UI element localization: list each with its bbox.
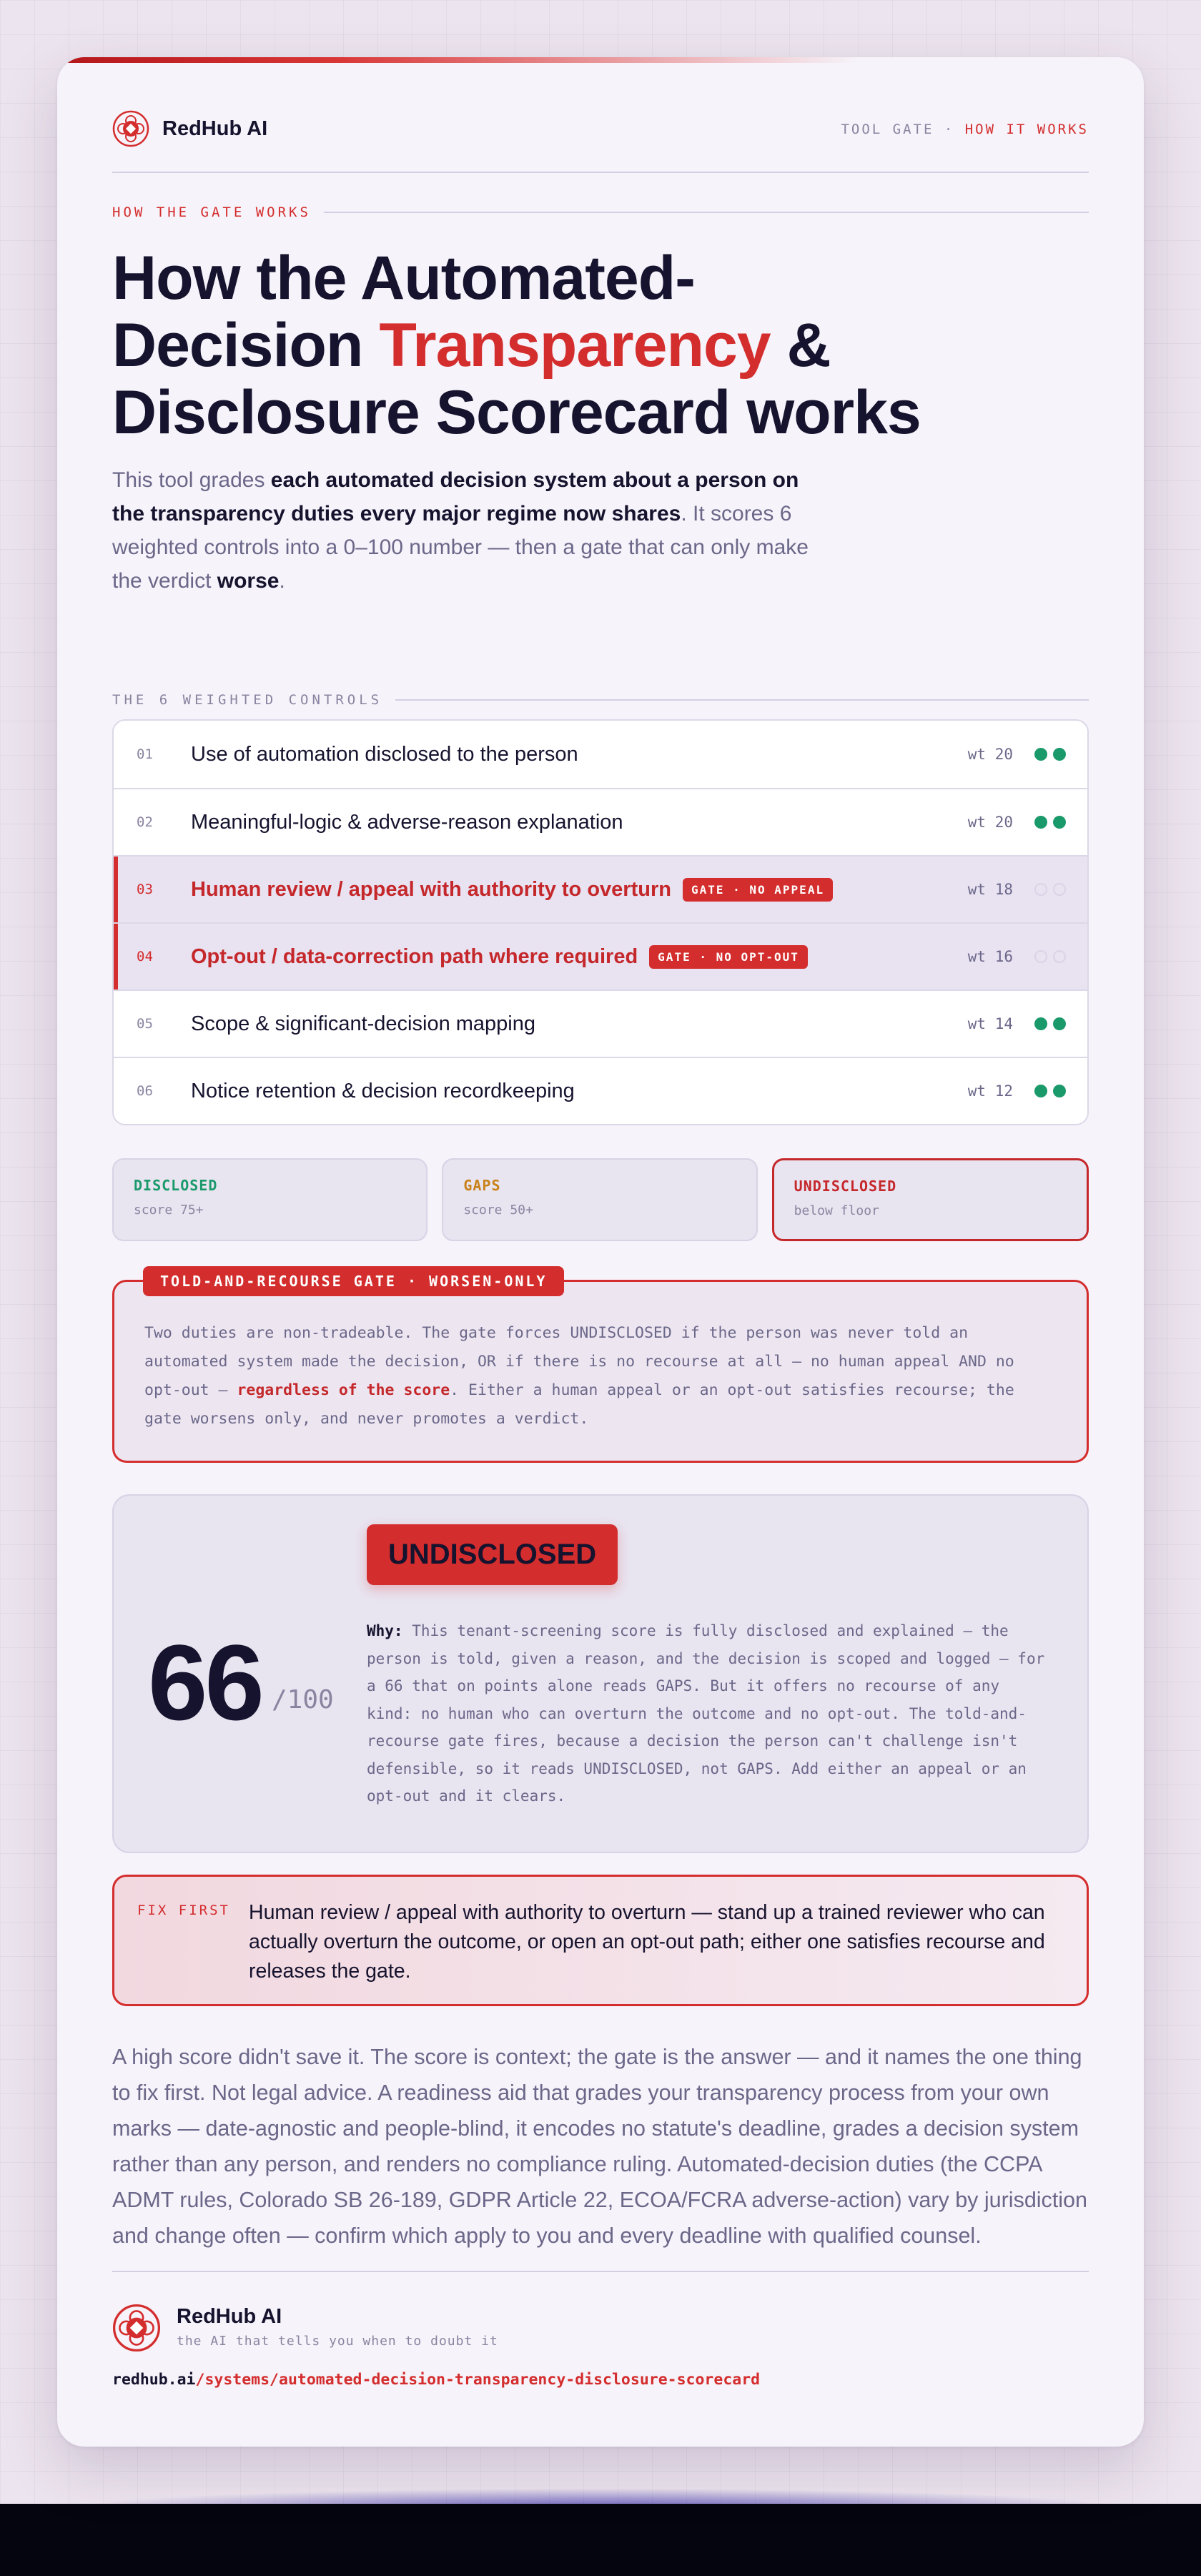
fix-first-text: Human review / appeal with authority to overturn — stand up a trained reviewer who can actually overturn the outcome, or open an opt-out path; either one satisfies recourse and releases the gate. — [249, 1901, 1045, 1983]
status-dot-met — [1053, 1085, 1066, 1097]
gate-tag: TOLD-AND-RECOURSE GATE · WORSEN-ONLY — [143, 1266, 564, 1296]
control-number: 01 — [137, 746, 153, 762]
gate-explainer — [112, 1273, 1089, 1463]
title-accent: Transparency — [379, 311, 771, 380]
tier-threshold: score 75+ — [134, 1203, 204, 1218]
gate-text-2: . Either a human appeal or an opt-out satisfies recourse; the gate worsens only, and never promotes a verdict. — [144, 1381, 1014, 1428]
disclaimer: A high score didn't save it. The score is context; the gate is the answer — and it names the one thing to fix first. Not legal advice. A readiness aid that grades your transparency process from your own marks — date-agnostic and people-blind, it encodes no statute's deadline, grades a decision system rather than any person, and renders no compliance ruling. Automated-decision duties (the CCPA ADMT rules, Colorado SB 26-189, GDPR Article 22, ECOA/FCRA adverse-action) vary by jurisdiction and change often — confirm which apply to you and every deadline with qualified counsel. — [112, 2045, 1087, 2248]
control-label — [191, 811, 623, 834]
control-number: 06 — [137, 1083, 153, 1099]
verdict-explanation — [367, 1617, 1052, 1810]
lede-bold-1: each automated decision system about a person on the transparency duties every major regime now shares — [112, 468, 799, 525]
control-weight: wt 20 — [967, 814, 1013, 831]
eyebrow — [112, 204, 1089, 220]
control-status — [1034, 748, 1066, 761]
control-label — [191, 1012, 535, 1036]
why-label: Why: — [367, 1622, 403, 1639]
footer-logo-icon[interactable] — [112, 2304, 161, 2352]
tier-undisclosed — [772, 1158, 1089, 1241]
status-dot-met — [1034, 816, 1047, 829]
control-label — [191, 878, 833, 902]
breadcrumb-root[interactable]: TOOL GATE — [841, 122, 934, 137]
breadcrumb-separator: · — [934, 122, 965, 137]
header-divider — [112, 172, 1089, 173]
control-number: 05 — [137, 1016, 153, 1032]
control-status — [1034, 883, 1066, 896]
page-title — [112, 245, 1042, 446]
status-dot-unmet — [1034, 883, 1047, 896]
control-row[interactable] — [114, 990, 1087, 1057]
footer-divider — [112, 2271, 1089, 2272]
score-denominator: /100 — [272, 1685, 334, 1714]
control-label-text: Notice retention & decision recordkeeping — [191, 1079, 575, 1102]
control-label-text: Meaningful-logic & adverse-reason explanation — [191, 810, 623, 834]
fix-first-callout — [112, 1875, 1089, 2006]
control-row[interactable] — [114, 721, 1087, 788]
gate-badge-no-opt-out: GATE · NO OPT-OUT — [649, 945, 808, 969]
status-dot-unmet — [1053, 950, 1066, 963]
breadcrumb-current: HOW IT WORKS — [964, 122, 1089, 137]
why-text: This tenant-screening score is fully disclosed and explained — the person is told, given a reason, and the decision is scoped and logged — for a 66 that on points alone reads GAPS. But it offers no recourse of any kind: no human who can overturn the outcome and no opt-out. The told-and-recourse gate fires, because a decision the person can't challenge isn't defensible, so it reads UNDISCLOSED, not GAPS. Add either an appeal or an opt-out and it clears. — [367, 1622, 1045, 1805]
control-status — [1034, 1017, 1066, 1030]
footer-brand[interactable]: RedHub AI — [177, 2305, 282, 2328]
control-weight: wt 16 — [967, 948, 1013, 965]
control-weight: wt 20 — [967, 746, 1013, 763]
score-value: 66 — [148, 1622, 262, 1742]
top-accent-stripe — [57, 57, 858, 63]
title-line-3: Disclosure Scorecard works — [112, 378, 921, 447]
lede — [112, 463, 834, 598]
controls-list — [112, 719, 1089, 1125]
tier-name: GAPS — [463, 1177, 501, 1194]
tier-gaps — [442, 1158, 757, 1241]
header — [112, 110, 1089, 160]
tier-name: UNDISCLOSED — [794, 1178, 897, 1195]
status-dot-unmet — [1053, 883, 1066, 896]
verdict-badge: UNDISCLOSED — [367, 1524, 618, 1585]
control-label — [191, 743, 578, 766]
url-path[interactable]: /systems/automated-decision-transparency-disclosure-scorecard — [195, 2371, 761, 2389]
control-weight: wt 14 — [967, 1015, 1013, 1032]
tier-name: DISCLOSED — [134, 1177, 218, 1194]
control-status — [1034, 816, 1066, 829]
control-weight: wt 18 — [967, 881, 1013, 898]
lede-part-2: . It scores 6 weighted controls into a 0–100 number — then a gate that can only make the verdict — [112, 502, 809, 593]
title-line-2a: Decision — [112, 311, 380, 380]
status-dot-met — [1034, 1017, 1047, 1030]
fix-first-label: FIX FIRST — [137, 1903, 230, 1918]
control-row-gated[interactable] — [114, 922, 1087, 990]
controls-label-text: THE 6 WEIGHTED CONTROLS — [112, 692, 383, 708]
control-label-text: Scope & significant-decision mapping — [191, 1012, 535, 1035]
verdict-tiers — [112, 1158, 1089, 1241]
control-weight: wt 12 — [967, 1082, 1013, 1100]
control-number: 04 — [137, 949, 153, 964]
title-line-2b: & — [770, 311, 831, 380]
tier-threshold: below floor — [794, 1203, 879, 1218]
control-label — [191, 1080, 575, 1103]
status-dot-met — [1053, 816, 1066, 829]
status-dot-met — [1053, 748, 1066, 761]
gate-text-bold: regardless of the score — [237, 1381, 450, 1399]
gate-text-1: Two duties are non-tradeable. The gate forces UNDISCLOSED if the person was never told an automated system made the decision, OR if there is no recourse at all — no human appeal AND no opt-out — — [144, 1324, 1014, 1399]
gate-badge-no-appeal: GATE · NO APPEAL — [683, 878, 833, 902]
title-line-1: How the Automated- — [112, 244, 695, 312]
footer-tagline: the AI that tells you when to doubt it — [177, 2334, 498, 2349]
lede-part-3: . — [279, 569, 285, 593]
scorecard-card — [57, 57, 1144, 2447]
control-number: 02 — [137, 814, 153, 830]
eyebrow-text: HOW THE GATE WORKS — [112, 204, 311, 220]
control-row[interactable] — [114, 788, 1087, 855]
status-dot-met — [1053, 1017, 1066, 1030]
redhub-logo-icon[interactable] — [112, 110, 149, 147]
result-panel — [112, 1494, 1089, 1853]
footer-url-link[interactable] — [112, 2371, 760, 2389]
control-status — [1034, 1085, 1066, 1097]
status-dot-met — [1034, 748, 1047, 761]
lede-part-1: This tool grades — [112, 468, 271, 492]
bottom-bar — [0, 2504, 1201, 2576]
brand-name[interactable]: RedHub AI — [162, 117, 268, 140]
gate-text — [144, 1319, 1057, 1433]
controls-section-label — [112, 692, 1089, 708]
status-dot-met — [1034, 1085, 1047, 1097]
control-number: 03 — [137, 882, 153, 897]
control-status — [1034, 950, 1066, 963]
control-label — [191, 945, 808, 969]
control-label-text: Human review / appeal with authority to overturn — [191, 877, 671, 901]
eyebrow-rule — [324, 212, 1089, 213]
controls-label-rule — [395, 699, 1089, 701]
breadcrumb — [841, 122, 1089, 137]
status-dot-unmet — [1034, 950, 1047, 963]
tier-threshold: score 50+ — [463, 1203, 533, 1218]
control-row-gated[interactable] — [114, 855, 1087, 922]
control-label-text: Use of automation disclosed to the person — [191, 742, 578, 766]
control-row[interactable] — [114, 1057, 1087, 1124]
lede-bold-2: worse — [217, 569, 280, 593]
control-label-text: Opt-out / data-correction path where required — [191, 944, 638, 968]
tier-disclosed — [112, 1158, 427, 1241]
url-domain[interactable]: redhub.ai — [112, 2371, 196, 2389]
